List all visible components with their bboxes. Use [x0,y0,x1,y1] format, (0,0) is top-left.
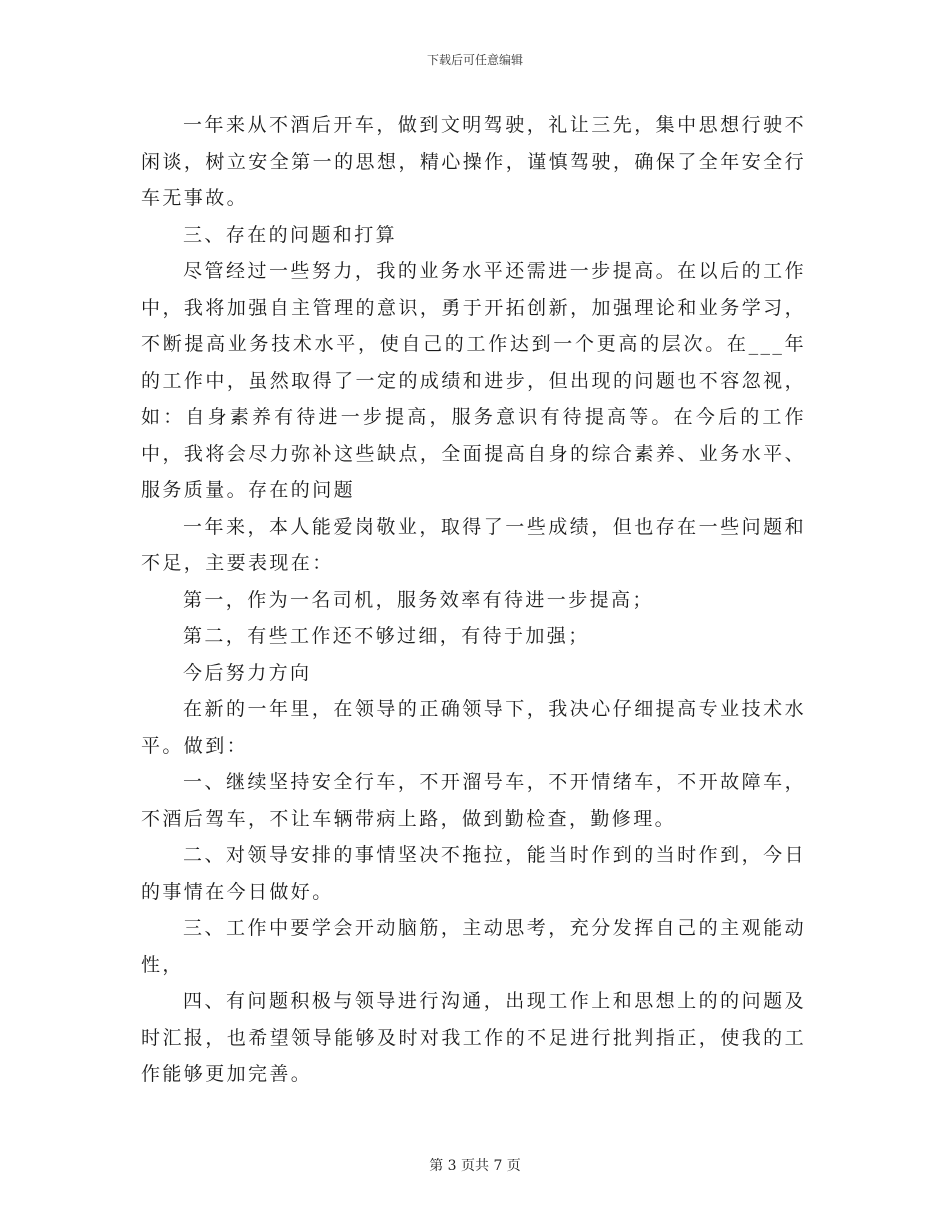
section-heading-problems-plans: 三、存在的问题和打算 [183,223,398,246]
paragraph-item-two: 二、对领导安排的事情坚决不拖拉，能当时作到的当时作到，今日的事情在今日做好。 [141,844,806,903]
paragraph-point-second: 第二，有些工作还不够过细，有待于加强； [183,625,590,647]
section-heading-future-direction: 今后努力方向 [183,661,312,684]
paragraph-improvement: 尽管经过一些努力，我的业务水平还需进一步提高。在以后的工作中，我将加强自主管理的意识，勇于开拓创新，加强理论和业务学习，不断提高业务技术水平，使自己的工作达到一个更高的层次。在___年的工作中，虽然取得了一定的成绩和进步，但出现的问题也不容忽视，如：自身素养有待进一步提高，服务意识有待提高等。在今后的工作中，我将会尽力弥补这些缺点，全面提高自身的综合素养、业务水平、服务质量。存在的问题 [141,260,806,501]
paragraph-new-year-goal: 在新的一年里，在领导的正确领导下，我决心仔细提高专业技术水平。做到： [141,698,806,757]
paragraph-point-first: 第一，作为一名司机，服务效率有待进一步提高； [183,588,654,611]
page-header: 下载后可任意编辑 [426,53,523,67]
paragraph-item-one: 一、继续坚持安全行车，不开溜号车，不开情绪车，不开故障车，不酒后驾车，不让车辆带病上路，做到勤检查，勤修理。 [141,771,806,830]
page-footer: 第 3 页共 7 页 [429,1158,521,1174]
paragraph-shortcomings-intro: 一年来，本人能爱岗敬业，取得了一些成绩，但也存在一些问题和不足，主要表现在： [141,515,806,574]
document-body [141,107,806,1093]
paragraph-item-three: 三、工作中要学会开动脑筋，主动思考，充分发挥自己的主观能动性， [141,917,806,976]
paragraph-item-four: 四、有问题积极与领导进行沟通，出现工作上和思想上的的问题及时汇报，也希望领导能够及时对我工作的不足进行批判指正，使我的工作能够更加完善。 [141,990,806,1085]
paragraph-safe-driving: 一年来从不酒后开车，做到文明驾驶，礼让三先，集中思想行驶不闲谈，树立安全第一的思想，精心操作，谨慎驾驶，确保了全年安全行车无事故。 [141,114,806,209]
